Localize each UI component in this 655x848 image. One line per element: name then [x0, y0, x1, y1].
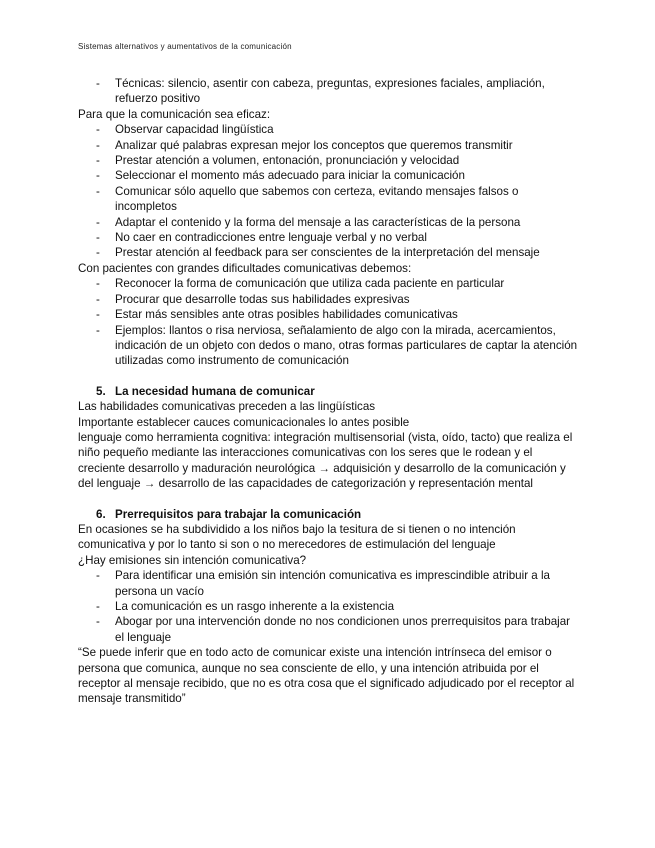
section-number: 5. [96, 384, 106, 398]
section-heading-6 [78, 507, 578, 522]
list-item: - Comunicar sólo aquello que sabemos con certeza, evitando mensajes falsos o incompletos [78, 184, 578, 215]
paragraph: ¿Hay emisiones sin intención comunicativa? [78, 553, 307, 567]
paragraph-pacientes-intro: Con pacientes con grandes dificultades comunicativas debemos: [78, 261, 412, 275]
list-item: - Seleccionar el momento más adecuado para iniciar la comunicación [78, 168, 578, 183]
pacientes-list [78, 276, 578, 368]
list-item: - Técnicas: silencio, asentir con cabeza, preguntas, expresiones faciales, ampliación, refuerzo positivo [78, 76, 578, 107]
list-item: - Analizar qué palabras expresan mejor los conceptos que queremos transmitir [78, 138, 578, 153]
section-number: 6. [96, 507, 106, 521]
paragraph: Importante establecer cauces comunicacionales lo antes posible [78, 415, 410, 429]
prerrequisitos-list [78, 568, 578, 645]
techniques-list [78, 76, 578, 107]
page-header: Sistemas alternativos y aumentativos de la comunicación [78, 42, 292, 51]
page-content [78, 76, 578, 707]
list-item: - Para identificar una emisión sin intención comunicativa es imprescindible atribuir a la persona un vacío [78, 568, 578, 599]
paragraph: Las habilidades comunicativas preceden a las lingüísticas [78, 400, 376, 414]
section-title: Prerrequisitos para trabajar la comunicación [115, 507, 362, 521]
list-item: - Ejemplos: llantos o risa nerviosa, señalamiento de algo con la mirada, acercamientos, indicación de un objeto con dedos o mano, otras formas particulares de captar la atención utilizadas como instrumento de comunicación [78, 323, 578, 369]
section-heading-5 [78, 384, 578, 399]
paragraph-eficaz-intro: Para que la comunicación sea eficaz: [78, 107, 271, 121]
section-title: La necesidad humana de comunicar [115, 384, 315, 398]
list-item: - No caer en contradicciones entre lenguaje verbal y no verbal [78, 230, 578, 245]
list-item: - La comunicación es un rasgo inherente a la existencia [78, 599, 578, 614]
list-item: - Adaptar el contenido y la forma del mensaje a las características de la persona [78, 215, 578, 230]
quote-paragraph: “Se puede inferir que en todo acto de comunicar existe una intención intrínseca del emisor o persona que comunica, aunque no sea consciente de ello, y una intención atribuida por el receptor al mensaje recibido, que no es otra cosa que el significado adjudicado por el receptor al mensaje transmitido” [78, 646, 575, 706]
list-item: - Prestar atención a volumen, entonación, pronunciación y velocidad [78, 153, 578, 168]
list-item: - Observar capacidad lingüística [78, 122, 578, 137]
list-item: - Procurar que desarrolle todas sus habilidades expresivas [78, 292, 578, 307]
list-item: - Reconocer la forma de comunicación que utiliza cada paciente en particular [78, 276, 578, 291]
paragraph: lenguaje como herramienta cognitiva: integración multisensorial (vista, oído, tacto) que realiza el niño pequeño mediante las interacciones comunicativas con los seres que le rodean y el creciente desarrollo y maduración neurológica → adquisición y desarrollo de la comunicación y del lenguaje → desarrollo de las capacidades de categorización y representación mental [78, 430, 573, 491]
eficaz-list [78, 122, 578, 261]
list-item: - Abogar por una intervención donde no nos condicionen unos prerrequisitos para trabajar el lenguaje [78, 614, 578, 645]
list-item: - Estar más sensibles ante otras posibles habilidades comunicativas [78, 307, 578, 322]
list-item: - Prestar atención al feedback para ser conscientes de la interpretación del mensaje [78, 245, 578, 260]
paragraph: En ocasiones se ha subdividido a los niños bajo la tesitura de si tienen o no intención comunicativa y por lo tanto si son o no merecedores de estimulación del lenguaje [78, 522, 516, 552]
